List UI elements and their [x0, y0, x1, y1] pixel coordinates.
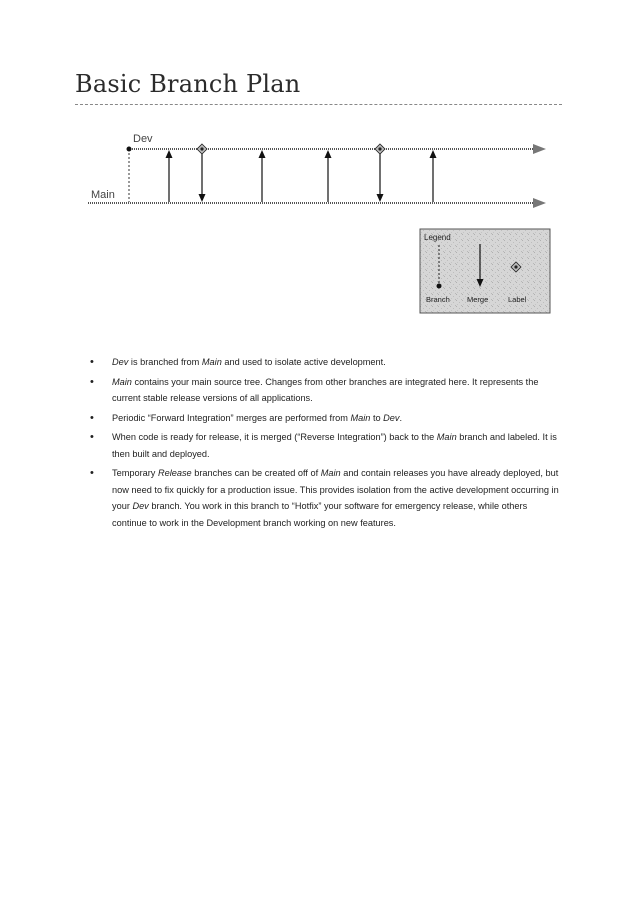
- reverse-merge-arrow: [199, 150, 206, 202]
- forward-merge-arrow: [325, 150, 332, 202]
- forward-merge-arrow: [259, 150, 266, 202]
- list-item: • Periodic “Forward Integration” merges are performed from Main to Dev.: [90, 410, 560, 427]
- list-item: • When code is ready for release, it is merged (“Reverse Integration”) back to the Main branch and labeled. It is then built and deployed.: [90, 429, 560, 462]
- page-title: Basic Branch Plan: [75, 70, 301, 98]
- reverse-merge-arrow: [377, 150, 384, 202]
- list-item: • Dev is branched from Main and used to isolate active development.: [90, 354, 560, 371]
- main-arrow-head: [533, 198, 546, 208]
- branch-diagram: [0, 0, 635, 330]
- forward-merge-arrow: [430, 150, 437, 202]
- list-item: • Main contains your main source tree. Changes from other branches are integrated here. It represents the current stable release versions of all applications.: [90, 374, 560, 407]
- legend-label-label: Label: [508, 295, 527, 304]
- label-marker: [375, 144, 385, 154]
- legend-merge-label: Merge: [467, 295, 489, 304]
- branch-point-dot: [127, 147, 132, 152]
- legend-title: Legend: [424, 233, 451, 242]
- dev-arrow-head: [533, 144, 546, 154]
- legend-branch-label: Branch: [426, 295, 450, 304]
- bullet-list: [90, 354, 560, 534]
- list-item: • Temporary Release branches can be created off of Main and contain releases you have already deployed, but now need to fix quickly for a production issue. This provides isolation from the active development occurring in your Dev branch. You work in this branch to “Hotfix” your software for emergency release, while others continue to work in the Development branch working on new features.: [90, 465, 560, 531]
- dev-label: Dev: [133, 133, 153, 145]
- legend-box: [420, 229, 550, 313]
- main-label: Main: [91, 189, 115, 201]
- label-marker: [197, 144, 207, 154]
- forward-merge-arrow: [166, 150, 173, 202]
